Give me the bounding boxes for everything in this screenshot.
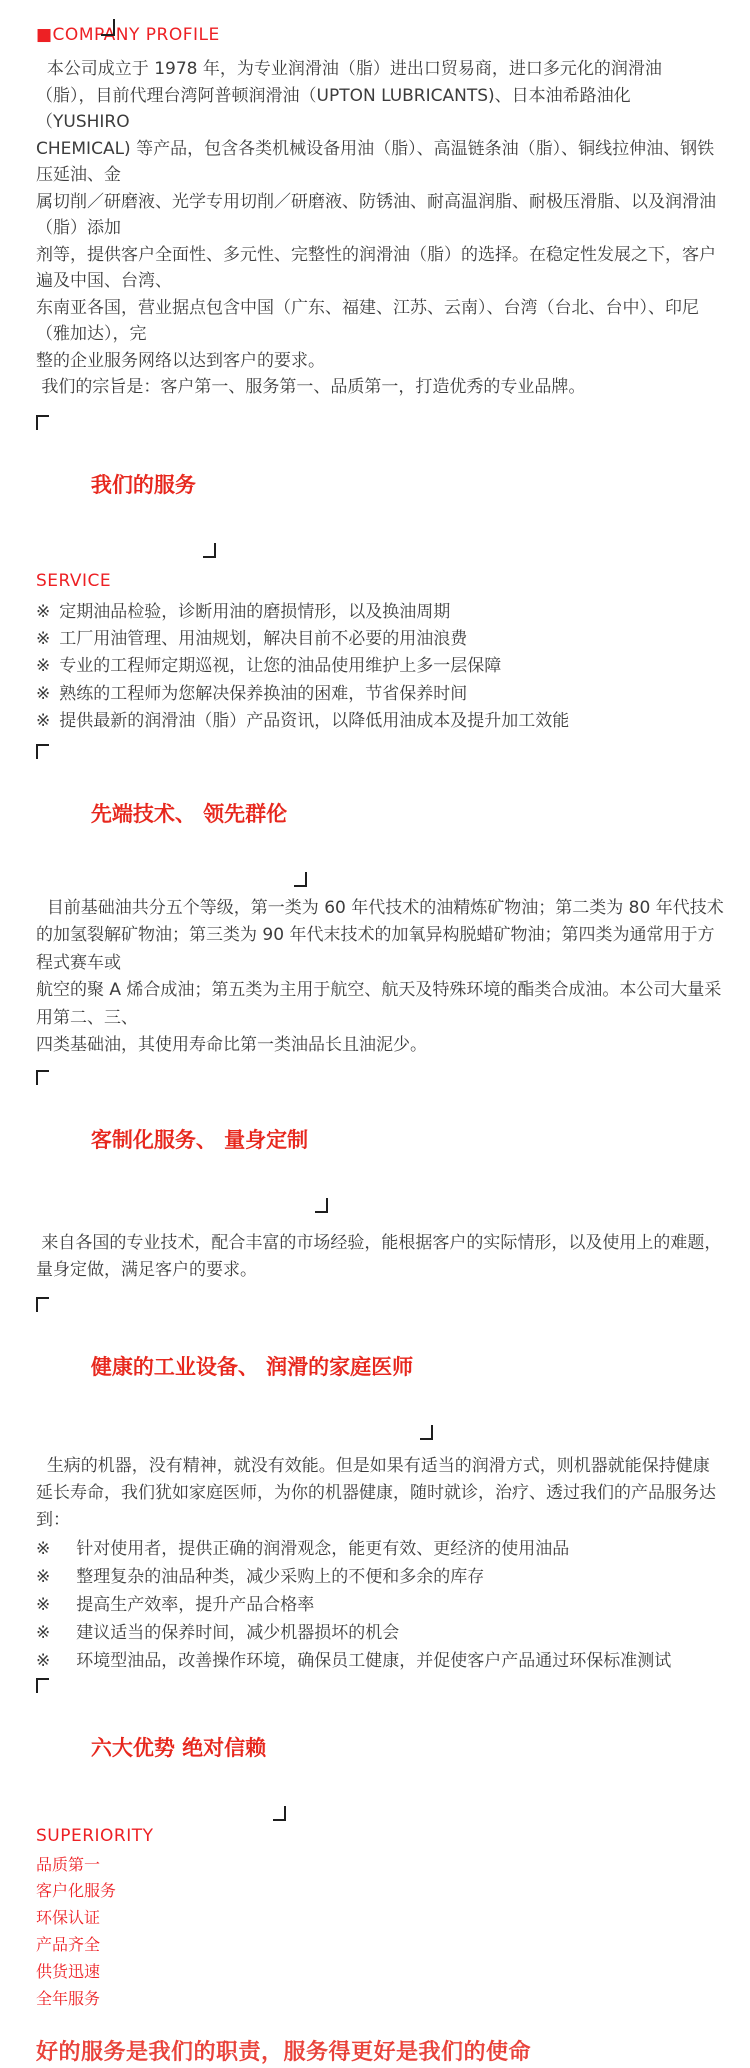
- paragraph-line: 剂等，提供客户全面性、多元性、完整性的润滑油（脂）的选择。在稳定性发展之下，客户遍及中国、台湾、: [36, 244, 716, 291]
- reference-mark-icon: ※: [36, 711, 51, 732]
- paragraph-line: 航空的聚 A 烯合成油；第五类为主用于航空、航天及特殊环境的酯类合成油。本公司大量采用第二、三、: [36, 980, 722, 1028]
- reference-mark-icon: ※: [36, 1594, 51, 1615]
- corner-bracket-top-left-icon: [36, 744, 49, 759]
- corner-bracket-top-left-icon: [36, 415, 49, 430]
- reference-mark-icon: ※: [36, 1622, 51, 1643]
- company-profile-label: ■COMPANY PROFILE: [36, 25, 220, 45]
- paragraph-line: 我们的宗旨是：客户第一、服务第一、品质第一，打造优秀的专业品牌。: [36, 377, 586, 397]
- slogan-text: 好的服务是我们的职责，服务得更好是我们的使命: [36, 2040, 532, 2066]
- paragraph-line: 东南亚各国，营业据点包含中国（广东、福建、江苏、云南）、台湾（台北、台中）、印尼（雅加达），完: [36, 297, 699, 344]
- list-item: [36, 708, 724, 735]
- section-title-text: 健康的工业设备、 润滑的家庭医师: [90, 1354, 414, 1379]
- section-services: [36, 415, 724, 553]
- list-item: [36, 1535, 724, 1563]
- section-health: [36, 1297, 724, 1435]
- reference-mark-icon: ※: [36, 628, 51, 649]
- reference-mark-icon: ※: [36, 683, 51, 704]
- reference-mark-icon: ※: [36, 1566, 51, 1587]
- corner-bracket-top-left-icon: [36, 1678, 49, 1693]
- paragraph-line: 属切削／研磨液、光学专用切削／研磨液、防锈油、耐高温润脂、耐极压滑脂、以及润滑油（脂）添加: [36, 191, 716, 238]
- list-item: [36, 681, 724, 708]
- paragraph-line: 目前基础油共分五个等级，第一类为 60 年代技术的油精炼矿物油；第二类为 80 年代技术: [36, 897, 724, 918]
- customization-paragraph: [36, 1230, 724, 1284]
- list-item-text: 提供最新的润滑油（脂）产品资讯，以降低用油成本及提升加工效能: [59, 711, 570, 732]
- corner-bracket-top-left-icon: [36, 1297, 49, 1312]
- health-list: [36, 1535, 724, 1675]
- superiority-list: [36, 1852, 724, 2013]
- technology-paragraph: [36, 895, 724, 1060]
- paragraph-line: （脂），目前代理台湾阿普顿润滑油（UPTON LUBRICANTS)、日本油希路油化（YUSHIRO: [36, 85, 631, 132]
- list-item-text: 熟练的工程师为您解决保养换油的困难，节省保养时间: [59, 683, 468, 704]
- list-item: 客户化服务: [36, 1881, 117, 1901]
- paragraph-line: 四类基础油，其使用寿命比第一类油品长且油泥少。: [36, 1035, 427, 1056]
- health-paragraph: [36, 1453, 724, 1534]
- corner-bracket-top-left-icon: [36, 1070, 49, 1085]
- corner-bracket-bottom-right-icon: [420, 1425, 433, 1440]
- list-item: 品质第一: [36, 1854, 101, 1874]
- list-item: 全年服务: [36, 1988, 101, 2008]
- section-superiority: [36, 1678, 724, 1816]
- paragraph-line: 的加氢裂解矿物油；第三类为 90 年代末技术的加氧异构脱蜡矿物油；第四类为通常用于方程式赛车或: [36, 925, 715, 973]
- company-profile-page: [0, 25, 750, 2066]
- list-item: [36, 1563, 724, 1591]
- cutoff-corner-bracket-icon: [101, 19, 115, 36]
- list-item: 产品齐全: [36, 1934, 101, 1954]
- section-title-text: 客制化服务、 量身定制: [90, 1127, 309, 1152]
- reference-mark-icon: ※: [36, 1650, 51, 1671]
- corner-bracket-bottom-right-icon: [294, 872, 307, 887]
- list-item: [36, 1647, 724, 1675]
- list-item: [36, 599, 724, 626]
- list-item: [36, 653, 724, 680]
- paragraph-line: 生病的机器，没有精神，就没有效能。但是如果有适当的润滑方式，则机器就能保持健康: [36, 1455, 710, 1476]
- list-item: 供货迅速: [36, 1961, 101, 1981]
- list-item-text: 工厂用油管理、用油规划，解决目前不必要的用油浪费: [59, 628, 468, 649]
- paragraph-line: 来自各国的专业技术，配合丰富的市场经验，能根据客户的实际情形，以及使用上的难题，: [36, 1232, 722, 1253]
- services-subtitle: SERVICE: [36, 570, 112, 591]
- company-profile-paragraph: [36, 56, 724, 401]
- list-item-text: 环境型油品，改善操作环境，确保员工健康，并促使客户产品通过环保标准测试: [76, 1650, 672, 1671]
- section-title-text: 我们的服务: [90, 472, 196, 497]
- list-item: 环保认证: [36, 1908, 101, 1928]
- paragraph-line: 本公司成立于 1978 年，为专业润滑油（脂）进出口贸易商，进口多元化的润滑油: [36, 59, 662, 79]
- list-item-text: 定期油品检验，诊断用油的磨损情形，以及换油周期: [59, 601, 451, 622]
- section-title-technology: [36, 744, 307, 882]
- reference-mark-icon: ※: [36, 601, 51, 622]
- list-item-text: 针对使用者，提供正确的润滑观念，能更有效、更经济的使用油品: [76, 1538, 570, 1559]
- section-customization: [36, 1070, 724, 1208]
- list-item: [36, 1591, 724, 1619]
- list-item-text: 整理复杂的油品种类，减少采购上的不便和多余的库存: [76, 1566, 485, 1587]
- section-title-services: [36, 415, 216, 553]
- section-title-superiority: [36, 1678, 286, 1816]
- reference-mark-icon: ※: [36, 1538, 51, 1559]
- section-title-customization: [36, 1070, 328, 1208]
- reference-mark-icon: ※: [36, 656, 51, 677]
- section-title-text: 六大优势 绝对信赖: [90, 1735, 267, 1760]
- section-title-text: 先端技术、 领先群伦: [90, 801, 288, 826]
- corner-bracket-bottom-right-icon: [315, 1198, 328, 1213]
- corner-bracket-bottom-right-icon: [273, 1806, 286, 1821]
- list-item-text: 建议适当的保养时间，减少机器损坏的机会: [76, 1622, 400, 1643]
- paragraph-line: CHEMICAL) 等产品，包含各类机械设备用油（脂）、高温链条油（脂）、铜线拉伸油、钢铁压延油、金: [36, 138, 715, 185]
- corner-bracket-bottom-right-icon: [203, 543, 216, 558]
- list-item: [36, 626, 724, 653]
- section-title-health: [36, 1297, 433, 1435]
- section-technology: [36, 744, 724, 882]
- list-item-text: 提高生产效率，提升产品合格率: [76, 1594, 315, 1615]
- paragraph-line: 延长寿命，我们犹如家庭医师，为你的机器健康，随时就诊，治疗、透过我们的产品服务达到：: [36, 1482, 716, 1530]
- services-list: [36, 599, 724, 736]
- paragraph-line: 量身定做，满足客户的要求。: [36, 1259, 257, 1280]
- superiority-subtitle: SUPERIORITY: [36, 1825, 154, 1846]
- paragraph-line: 整的企业服务网络以达到客户的要求。: [36, 350, 325, 371]
- list-item-text: 专业的工程师定期巡视，让您的油品使用维护上多一层保障: [59, 656, 502, 677]
- list-item: [36, 1619, 724, 1647]
